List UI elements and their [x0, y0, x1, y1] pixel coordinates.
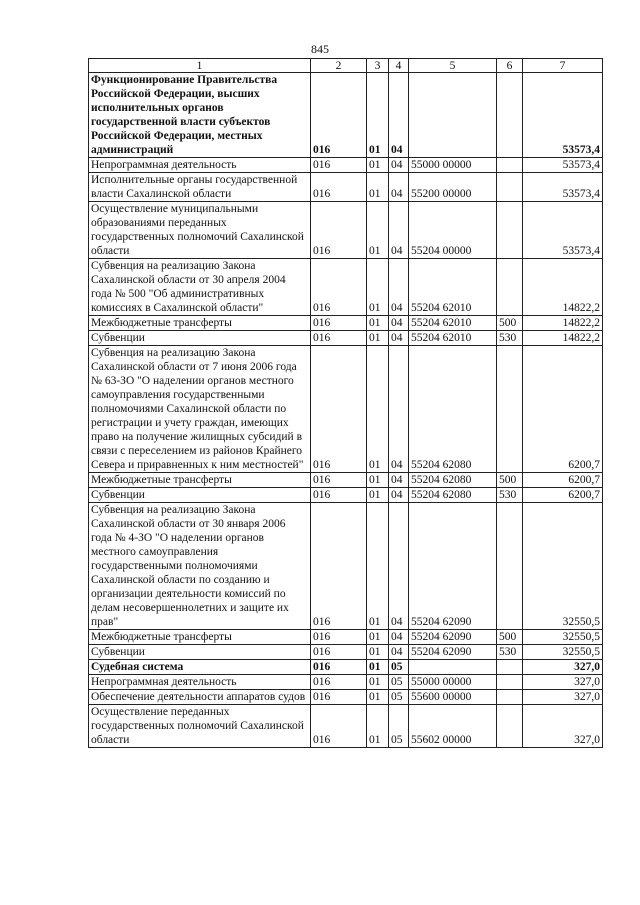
- table-row: [89, 173, 603, 202]
- table-row: [89, 316, 603, 331]
- amount: 6200,7: [523, 488, 603, 503]
- target-article-code: 55602 00000: [409, 705, 497, 748]
- amount: 327,0: [523, 690, 603, 705]
- expense-type-code: 530: [497, 645, 523, 660]
- section-code: 01: [367, 73, 389, 158]
- subsection-code: 04: [389, 630, 409, 645]
- subsection-code: 05: [389, 660, 409, 675]
- table-row: [89, 473, 603, 488]
- section-code: 01: [367, 316, 389, 331]
- target-article-code: 55204 62090: [409, 645, 497, 660]
- table-row: [89, 705, 603, 748]
- target-article-code: [409, 660, 497, 675]
- table-row: [89, 675, 603, 690]
- ved-code: 016: [311, 660, 367, 675]
- subsection-code: 04: [389, 158, 409, 173]
- table-row: [89, 202, 603, 259]
- table-row: [89, 630, 603, 645]
- target-article-code: 55204 62010: [409, 259, 497, 316]
- row-name: Судебная система: [89, 660, 311, 675]
- row-name: Субвенции: [89, 331, 311, 346]
- budget-table: [88, 58, 603, 748]
- subsection-code: 04: [389, 173, 409, 202]
- column-number: 5: [409, 59, 497, 73]
- section-code: 01: [367, 331, 389, 346]
- amount: 32550,5: [523, 630, 603, 645]
- expense-type-code: 530: [497, 331, 523, 346]
- ved-code: 016: [311, 158, 367, 173]
- section-code: 01: [367, 259, 389, 316]
- table-row: [89, 73, 603, 158]
- column-number: 4: [389, 59, 409, 73]
- row-name: Субвенция на реализацию Закона Сахалинской области от 7 июня 2006 года № 63-ЗО "О наделении органов местного самоуправления государственными полномочиями Сахалинской области по регистрации и учету граждан, имеющих право на получение жилищных субсидий в связи с переселением из районов Крайнего Севера и приравненных к ним местностей": [89, 346, 311, 473]
- table-row: [89, 158, 603, 173]
- row-name: Осуществление муниципальными образованиями переданных государственных полномочий Сахалинской области: [89, 202, 311, 259]
- ved-code: 016: [311, 473, 367, 488]
- row-name: Непрограммная деятельность: [89, 675, 311, 690]
- section-code: 01: [367, 202, 389, 259]
- amount: 327,0: [523, 660, 603, 675]
- amount: 32550,5: [523, 645, 603, 660]
- ved-code: 016: [311, 488, 367, 503]
- amount: 53573,4: [523, 158, 603, 173]
- subsection-code: 04: [389, 202, 409, 259]
- subsection-code: 04: [389, 488, 409, 503]
- column-number: 1: [89, 59, 311, 73]
- expense-type-code: [497, 705, 523, 748]
- ved-code: 016: [311, 630, 367, 645]
- section-code: 01: [367, 158, 389, 173]
- target-article-code: 55000 00000: [409, 675, 497, 690]
- expense-type-code: 500: [497, 630, 523, 645]
- amount: 14822,2: [523, 316, 603, 331]
- row-name: Исполнительные органы государственной власти Сахалинской области: [89, 173, 311, 202]
- target-article-code: [409, 73, 497, 158]
- ved-code: 016: [311, 675, 367, 690]
- subsection-code: 04: [389, 316, 409, 331]
- section-code: 01: [367, 705, 389, 748]
- target-article-code: 55204 62090: [409, 630, 497, 645]
- amount: 53573,4: [523, 202, 603, 259]
- table-row: [89, 660, 603, 675]
- row-name: Межбюджетные трансферты: [89, 473, 311, 488]
- section-code: 01: [367, 346, 389, 473]
- column-number: 2: [311, 59, 367, 73]
- amount: 327,0: [523, 675, 603, 690]
- expense-type-code: 530: [497, 488, 523, 503]
- table-row: [89, 346, 603, 473]
- subsection-code: 05: [389, 675, 409, 690]
- ved-code: 016: [311, 503, 367, 630]
- ved-code: 016: [311, 173, 367, 202]
- section-code: 01: [367, 690, 389, 705]
- row-name: Субвенция на реализацию Закона Сахалинской области от 30 апреля 2004 года № 500 "Об административных комиссиях в Сахалинской области": [89, 259, 311, 316]
- amount: 6200,7: [523, 473, 603, 488]
- amount: 6200,7: [523, 346, 603, 473]
- subsection-code: 04: [389, 73, 409, 158]
- ved-code: 016: [311, 690, 367, 705]
- ved-code: 016: [311, 705, 367, 748]
- target-article-code: 55204 62080: [409, 346, 497, 473]
- subsection-code: 05: [389, 690, 409, 705]
- ved-code: 016: [311, 645, 367, 660]
- amount: 53573,4: [523, 73, 603, 158]
- target-article-code: 55204 62010: [409, 316, 497, 331]
- row-name: Субвенции: [89, 488, 311, 503]
- column-number-row: [89, 59, 603, 73]
- amount: 14822,2: [523, 331, 603, 346]
- expense-type-code: [497, 346, 523, 473]
- subsection-code: 04: [389, 503, 409, 630]
- expense-type-code: [497, 675, 523, 690]
- subsection-code: 04: [389, 645, 409, 660]
- expense-type-code: [497, 259, 523, 316]
- row-name: Осуществление переданных государственных полномочий Сахалинской области: [89, 705, 311, 748]
- subsection-code: 04: [389, 331, 409, 346]
- section-code: 01: [367, 660, 389, 675]
- amount: 53573,4: [523, 173, 603, 202]
- section-code: 01: [367, 488, 389, 503]
- ved-code: 016: [311, 202, 367, 259]
- target-article-code: 55204 62090: [409, 503, 497, 630]
- row-name: Непрограммная деятельность: [89, 158, 311, 173]
- amount: 327,0: [523, 705, 603, 748]
- table-row: [89, 690, 603, 705]
- ved-code: 016: [311, 259, 367, 316]
- target-article-code: 55600 00000: [409, 690, 497, 705]
- section-code: 01: [367, 473, 389, 488]
- target-article-code: 55200 00000: [409, 173, 497, 202]
- expense-type-code: [497, 660, 523, 675]
- ved-code: 016: [311, 73, 367, 158]
- expense-type-code: [497, 690, 523, 705]
- target-article-code: 55000 00000: [409, 158, 497, 173]
- target-article-code: 55204 62080: [409, 473, 497, 488]
- column-number: 7: [523, 59, 603, 73]
- subsection-code: 04: [389, 346, 409, 473]
- table-row: [89, 259, 603, 316]
- table-row: [89, 331, 603, 346]
- ved-code: 016: [311, 346, 367, 473]
- table-row: [89, 645, 603, 660]
- expense-type-code: [497, 202, 523, 259]
- section-code: 01: [367, 503, 389, 630]
- subsection-code: 05: [389, 705, 409, 748]
- amount: 14822,2: [523, 259, 603, 316]
- section-code: 01: [367, 630, 389, 645]
- page-number: 845: [311, 42, 329, 56]
- table-row: [89, 503, 603, 630]
- column-number: 3: [367, 59, 389, 73]
- expense-type-code: [497, 173, 523, 202]
- expense-type-code: 500: [497, 316, 523, 331]
- row-name: Межбюджетные трансферты: [89, 630, 311, 645]
- expense-type-code: 500: [497, 473, 523, 488]
- expense-type-code: [497, 158, 523, 173]
- row-name: Обеспечение деятельности аппаратов судов: [89, 690, 311, 705]
- target-article-code: 55204 62010: [409, 331, 497, 346]
- column-number: 6: [497, 59, 523, 73]
- row-name: Субвенция на реализацию Закона Сахалинской области от 30 января 2006 года № 4-ЗО "О наделении органов местного самоуправления государственными полномочиями Сахалинской области по созданию и организации деятельности комиссий по делам несовершеннолетних и защите их прав": [89, 503, 311, 630]
- target-article-code: 55204 62080: [409, 488, 497, 503]
- target-article-code: 55204 00000: [409, 202, 497, 259]
- row-name: Межбюджетные трансферты: [89, 316, 311, 331]
- subsection-code: 04: [389, 259, 409, 316]
- subsection-code: 04: [389, 473, 409, 488]
- expense-type-code: [497, 503, 523, 630]
- expense-type-code: [497, 73, 523, 158]
- section-code: 01: [367, 173, 389, 202]
- section-code: 01: [367, 675, 389, 690]
- amount: 32550,5: [523, 503, 603, 630]
- row-name: Субвенции: [89, 645, 311, 660]
- row-name: Функционирование Правительства Российской Федерации, высших исполнительных органов государственной власти субъектов Российской Федерации, местных администраций: [89, 73, 311, 158]
- ved-code: 016: [311, 331, 367, 346]
- section-code: 01: [367, 645, 389, 660]
- ved-code: 016: [311, 316, 367, 331]
- table-row: [89, 488, 603, 503]
